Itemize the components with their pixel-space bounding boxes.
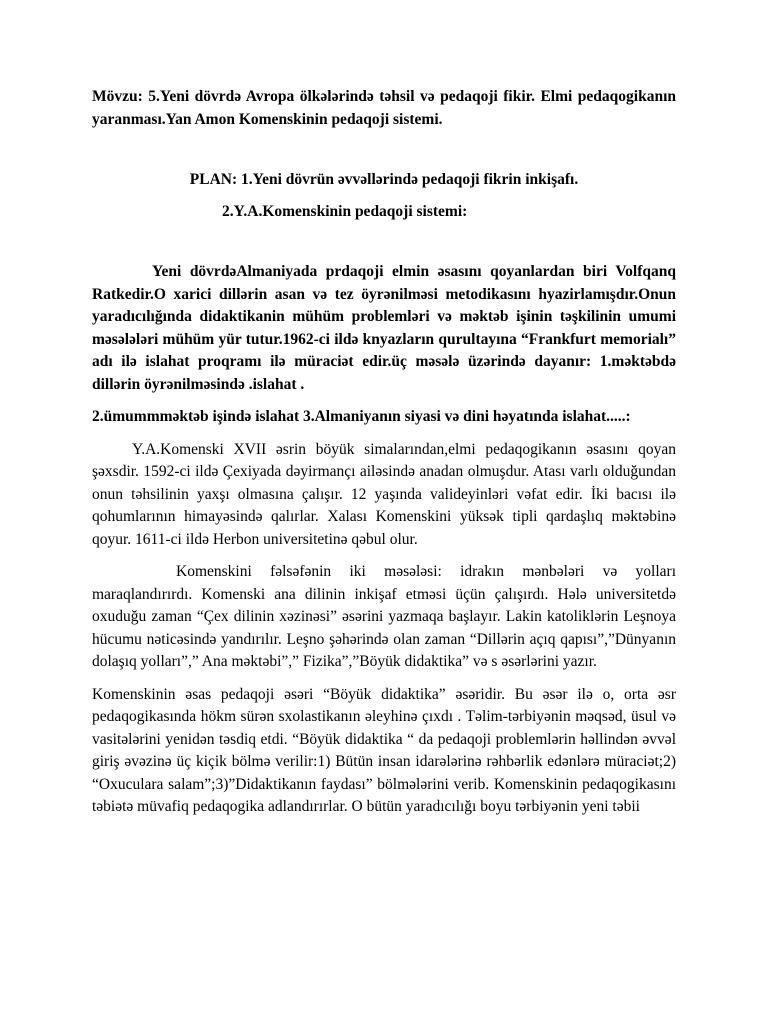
- plan-line-2: 2.Y.A.Komenskinin pedaqoji sistemi:: [222, 202, 468, 220]
- plan-line-1: PLAN: 1.Yeni dövrün əvvəllərində pedaqoji fikrin inkişafı.: [189, 171, 579, 188]
- paragraph-reform: 2.ümummməktəb işində islahat 3.Almaniyanın siyasi və dini həyatında islahat.....:: [92, 408, 631, 425]
- paragraph-komenski-works: Komenskini fəlsəfənin iki məsələsi: idrakın mənbələri və yolları maraqlandırırdı. Komenski ana dilinin inkişaf etməsi üçün çalışırdı. Hələ universitetdə oxuduğu zaman “Çex dilinin xəzinəsi” əsərini yazmaqa başlayır. Lakin katoliklərin Leşnoya hücumu nəticəsində yandırılır. Leşno şəhərində olan zaman “Dillərin açıq qapısı”,”Dünyanın dolaşıq yolları”,” Ana məktəbi”,” Fizika”,”Böyük didaktika” və s əsərlərini yazır.: [92, 563, 676, 670]
- paragraph-boyuk-didaktika: Komenskinin əsas pedaqoji əsəri “Böyük didaktika” əsəridir. Bu əsər ilə o, orta əsr pedaqogikasında hökm sürən sxolastikanın əleyhinə çıxdı . Təlim-tərbiyənin məqsəd, üsul və vasitələrini yenidən təsdiq etdi. “Böyük didaktika “ da pedaqoji problemlərin həllindən əvvəl giriş əvəzinə üç kiçik bölmə verilir:1) Bütün insan idarələrinə rəhbərlik edənlərə müraciət;2) “Oxuculara salam”;3)”Didaktikanın faydası” bölmələrini verib. Komenskinin pedaqogikasını təbiətə müvafiq pedaqogika adlandırırlar. O bütün yaradıcılığı boyu tərbiyənin yeni təbii: [92, 685, 676, 815]
- paragraph-ratke: Yeni dövrdəAlmaniyada prdaqoji elmin əsasını qoyanlardan biri Volfqanq Ratkedir.O xarici dillərin asan və tez öyrənilməsi metodikasını hyazirlamışdır.Onun yaradıcılığında didaktikanin mühüm problemləri və məktəb işinin təşkilinin umumi məsələləri mühüm yür tutur.1962-ci ildə knyazların qurultayına “Frankfurt memorialı” adı ilə islahat proqramı ilə müraciət edir.üç məsələ üzərində dayanır: 1.məktəbdə dillərin öyrənilməsində .islahat .: [92, 263, 676, 393]
- document-page: [92, 86, 676, 827]
- document-title: Mövzu: 5.Yeni dövrdə Avropa ölkələrində təhsil və pedaqoji fikir. Elmi pedaqogikanın yaranması.Yan Amon Komenskinin pedaqoji sistemi.: [92, 88, 676, 128]
- paragraph-komenski-bio: Y.A.Komenski XVII əsrin böyük simalarından,elmi pedaqogikanın əsasını qoyan şəxsdir. 1592-ci ildə Çexiyada dəyirmançı ailəsində anadan olmuşdur. Atası varlı olduğundan onun təhsilinin yaxşı olmasına çalışır. 12 yaşında valideyinləri vəfat edir. İki bacısı ilə qohumlarının himayəsində qalırlar. Xalası Komenskini yüksək tipli qardaşlıq məktəbinə qoyur. 1611-ci ildə Herbon universitetinə qəbul olur.: [92, 440, 676, 548]
